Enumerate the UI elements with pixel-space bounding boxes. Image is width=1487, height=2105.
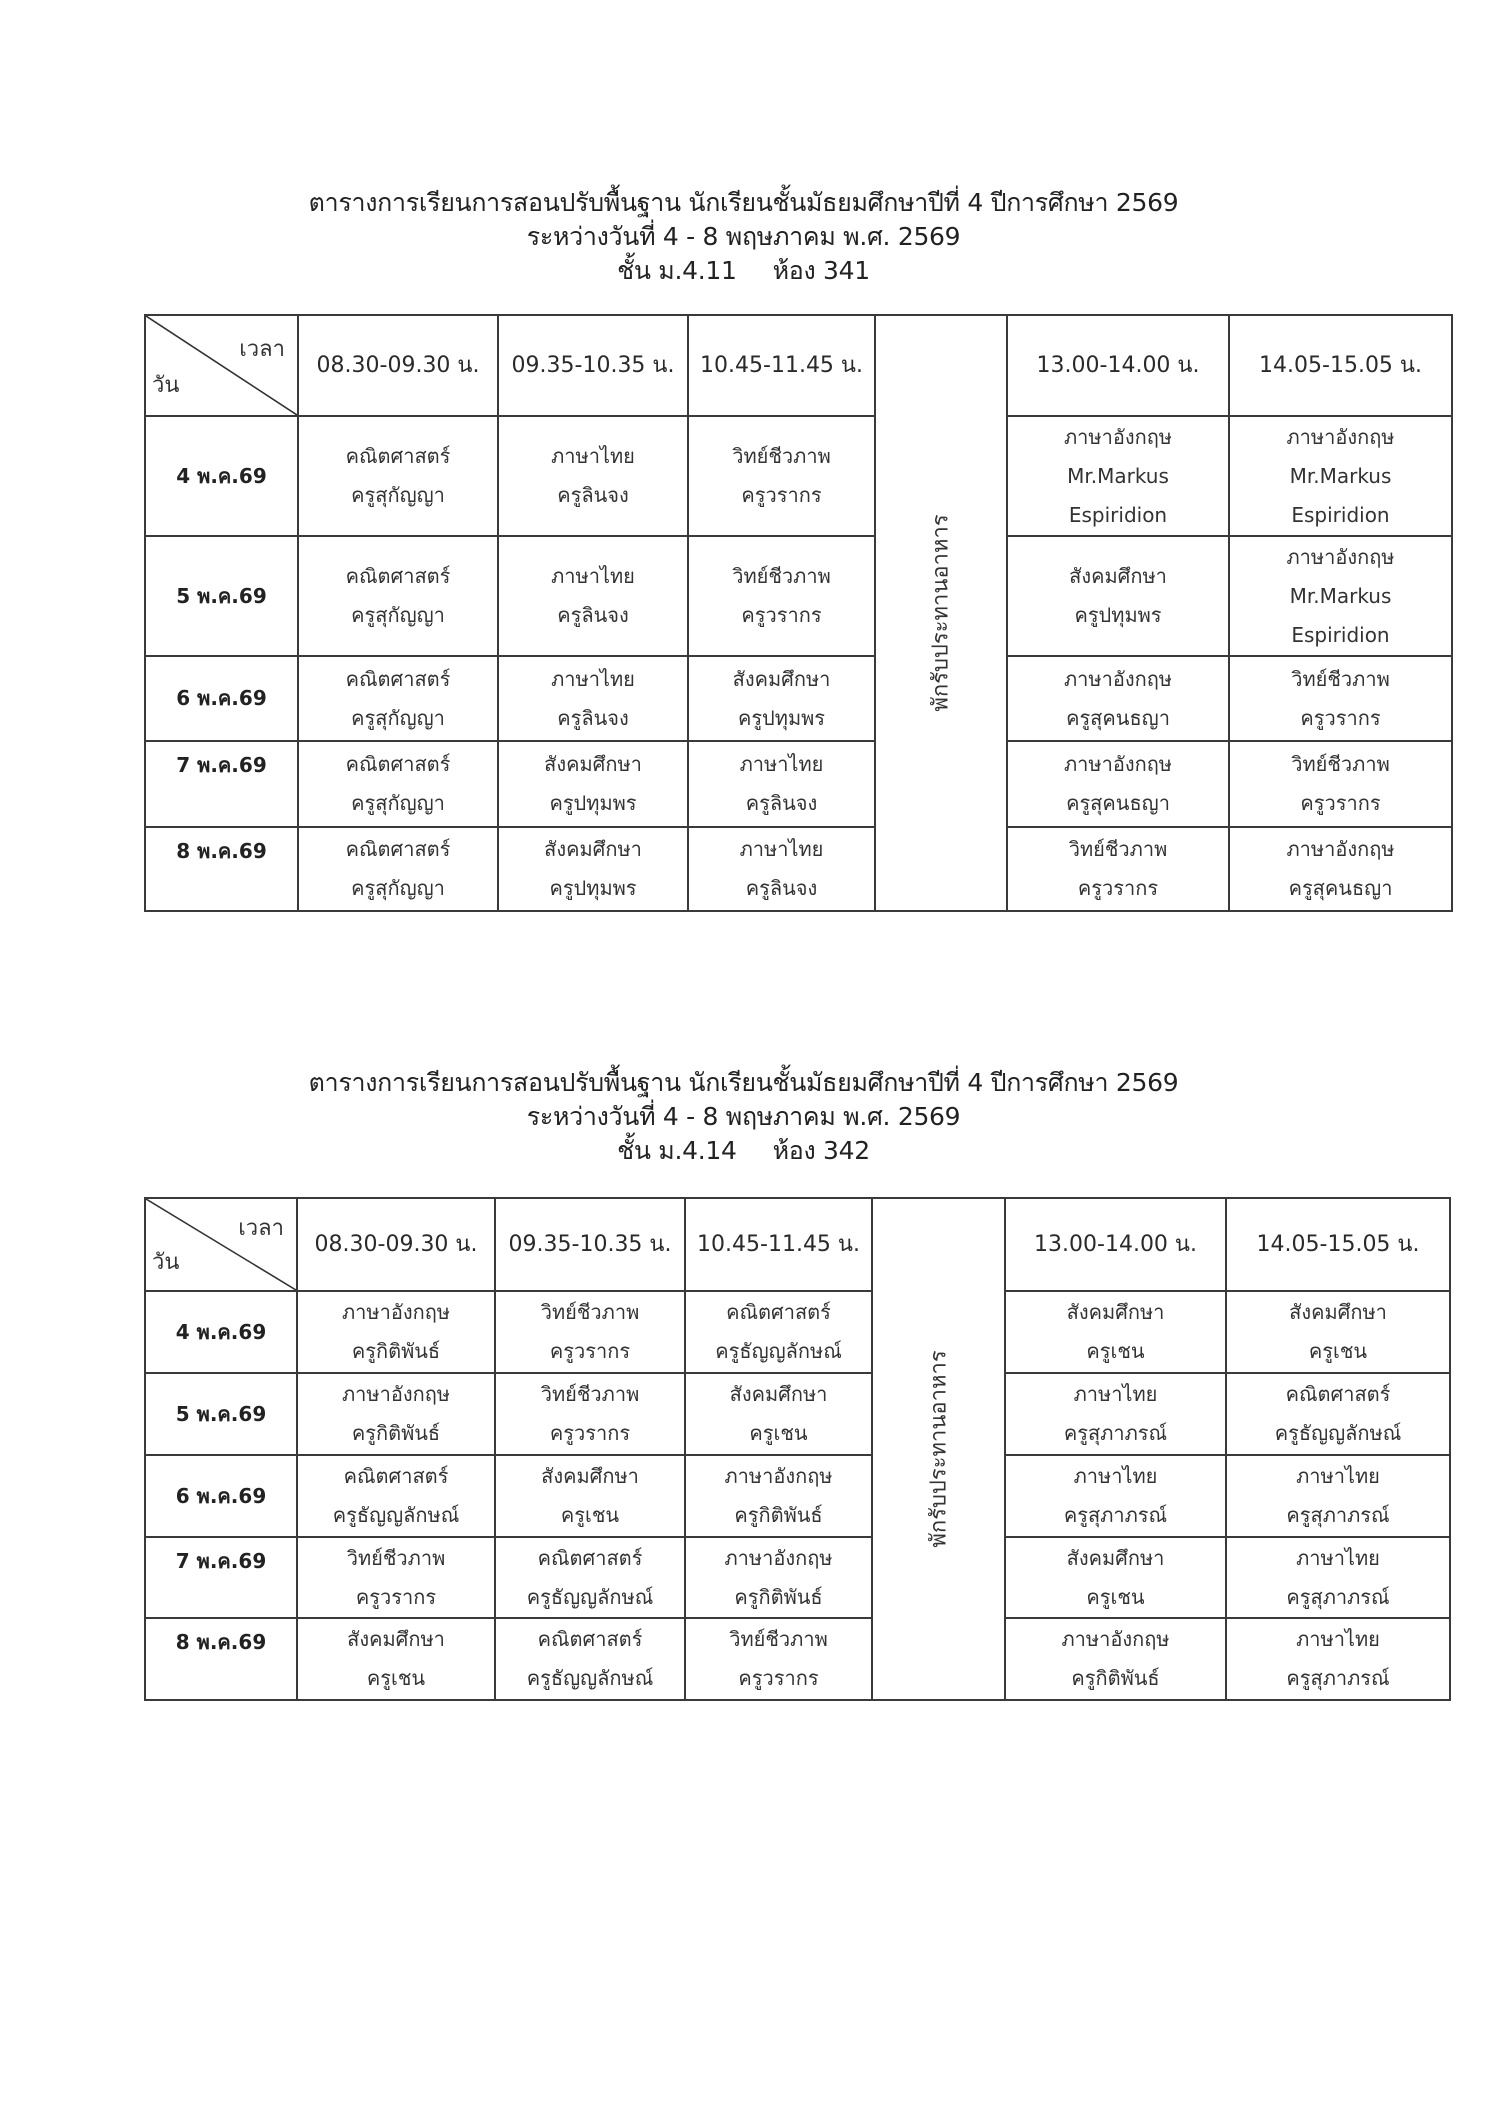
- subject: สังคมศึกษา: [732, 666, 831, 691]
- teacher: ครูปทุมพร: [737, 705, 826, 730]
- class-cell: [685, 1291, 872, 1373]
- class-cell: [1007, 536, 1229, 656]
- class-cell: [1226, 1537, 1450, 1618]
- teacher: ครูสุกัญญา: [351, 483, 445, 507]
- subject: วิทย์ชีวภาพ: [1068, 837, 1168, 861]
- class-cell: [1005, 1537, 1226, 1618]
- time-slot-header: 13.00-14.00 น.: [1005, 1198, 1226, 1291]
- table-row: [145, 1373, 1450, 1455]
- subject: วิทย์ชีวภาพ: [1291, 752, 1390, 776]
- teacher: ครูวรากร: [738, 1666, 819, 1690]
- teacher: ครูสุคนธญา: [1288, 876, 1393, 900]
- schedule-1-heading: [0, 186, 1487, 288]
- class-cell: [495, 1291, 685, 1373]
- day-label: 6 พ.ค.69: [145, 656, 298, 741]
- teacher: ครูสุภาภรณ์: [1286, 1584, 1390, 1609]
- subject: วิทย์ชีวภาพ: [732, 564, 831, 588]
- time-slot-header: 14.05-15.05 น.: [1229, 315, 1452, 416]
- lunch-break-label: พักรับประทานอาหาร: [928, 514, 954, 712]
- subject: ภาษาอังกฤษ: [1286, 837, 1395, 861]
- time-slot-header: 14.05-15.05 น.: [1226, 1198, 1450, 1291]
- teacher: ครูธัญญลักษณ์: [1274, 1421, 1402, 1445]
- subject: วิทย์ชีวภาพ: [540, 1300, 640, 1324]
- subject: ภาษาไทย: [739, 837, 824, 861]
- teacher: Mr.Markus: [1289, 463, 1392, 488]
- class-cell: [685, 1618, 872, 1700]
- teacher: ครูกิติพันธ์: [1071, 1666, 1160, 1690]
- subject: สังคมศึกษา: [544, 752, 642, 776]
- teacher-surname: Espiridion: [1291, 502, 1390, 527]
- class-cell: [498, 827, 688, 911]
- table-row: [145, 827, 1452, 911]
- teacher: ครูเชน: [749, 1421, 808, 1445]
- subject: ภาษาอังกฤษ: [724, 1464, 833, 1488]
- class-cell: [298, 416, 498, 536]
- class-cell: [1226, 1373, 1450, 1455]
- subject: คณิตศาสตร์: [537, 1545, 643, 1570]
- subject: ภาษาไทย: [1296, 1627, 1380, 1651]
- teacher: ครูลินจง: [557, 603, 629, 627]
- time-slot-header: 13.00-14.00 น.: [1007, 315, 1229, 416]
- subject: ภาษาไทย: [551, 444, 635, 468]
- class-cell: [298, 741, 498, 827]
- day-label: 8 พ.ค.69: [145, 1618, 297, 1700]
- class-cell: [297, 1373, 495, 1455]
- subject: คณิตศาสตร์: [345, 564, 451, 588]
- teacher: ครูกิติพันธ์: [351, 1421, 441, 1445]
- subject: ภาษาอังกฤษ: [724, 1545, 833, 1570]
- class-cell: [1005, 1455, 1226, 1537]
- class-cell: [297, 1455, 495, 1537]
- class-cell: [1229, 741, 1452, 827]
- corner-time-label: เวลา: [238, 1216, 284, 1241]
- teacher: ครูลินจง: [745, 791, 818, 815]
- class-cell: [1005, 1618, 1226, 1700]
- class-cell: [1229, 656, 1452, 741]
- header-row: [145, 315, 1452, 416]
- schedule-date-range: ระหว่างวันที่ 4 - 8 พฤษภาคม พ.ศ. 2569: [526, 1102, 961, 1131]
- teacher: ครูสุภาภรณ์: [1063, 1503, 1168, 1527]
- class-cell: [495, 1618, 685, 1700]
- subject: ภาษาไทย: [551, 666, 635, 691]
- subject: ภาษาอังกฤษ: [1286, 424, 1395, 449]
- class-cell: [1226, 1455, 1450, 1537]
- class-cell: [685, 1537, 872, 1618]
- subject: คณิตศาสตร์: [345, 752, 451, 776]
- subject: ภาษาไทย: [1073, 1382, 1158, 1406]
- teacher: ครูสุภาภรณ์: [1063, 1421, 1168, 1445]
- day-label: 4 พ.ค.69: [145, 1291, 297, 1373]
- subject: คณิตศาสตร์: [345, 837, 451, 861]
- subject: สังคมศึกษา: [1066, 1545, 1165, 1570]
- teacher: ครูวรากร: [741, 603, 822, 627]
- schedule-date-range: ระหว่างวันที่ 4 - 8 พฤษภาคม พ.ศ. 2569: [526, 222, 961, 251]
- time-slot-header: 10.45-11.45 น.: [688, 315, 875, 416]
- corner-header-cell: [145, 315, 298, 416]
- subject: ภาษาไทย: [551, 564, 635, 588]
- time-slot-header: 08.30-09.30 น.: [297, 1198, 495, 1291]
- class-cell: [498, 416, 688, 536]
- subject: วิทย์ชีวภาพ: [729, 1627, 828, 1651]
- teacher: ครูวรากร: [1077, 876, 1159, 900]
- subject: สังคมศึกษา: [544, 837, 642, 861]
- table-row: [145, 1618, 1450, 1700]
- day-label: 7 พ.ค.69: [145, 1537, 297, 1618]
- class-cell: [688, 416, 875, 536]
- subject: ภาษาไทย: [1296, 1545, 1380, 1570]
- room-label: ห้อง 342: [772, 1136, 870, 1165]
- subject: สังคมศึกษา: [541, 1464, 639, 1488]
- time-slot-header: 09.35-10.35 น.: [495, 1198, 685, 1291]
- class-cell: [495, 1373, 685, 1455]
- class-cell: [1229, 416, 1452, 536]
- teacher-surname: Espiridion: [1291, 622, 1390, 647]
- class-cell: [685, 1455, 872, 1537]
- time-slot-header: 10.45-11.45 น.: [685, 1198, 872, 1291]
- class-cell: [495, 1537, 685, 1618]
- subject: คณิตศาสตร์: [343, 1464, 449, 1488]
- class-cell: [1005, 1373, 1226, 1455]
- day-label: 5 พ.ค.69: [145, 536, 298, 656]
- class-cell: [1007, 741, 1229, 827]
- teacher: ครูวรากร: [1300, 705, 1381, 730]
- teacher: ครูกิติพันธ์: [734, 1584, 823, 1609]
- corner-day-label: วัน: [152, 1250, 180, 1275]
- teacher: ครูกิติพันธ์: [351, 1339, 441, 1363]
- class-cell: [688, 827, 875, 911]
- teacher: ครูสุคนธญา: [1066, 705, 1170, 730]
- subject: ภาษาอังกฤษ: [1063, 424, 1172, 449]
- teacher: ครูธัญญลักษณ์: [332, 1503, 460, 1527]
- subject: วิทย์ชีวภาพ: [1291, 666, 1390, 691]
- table-row: [145, 536, 1452, 656]
- class-cell: [1226, 1291, 1450, 1373]
- teacher: ครูธัญญลักษณ์: [526, 1584, 654, 1609]
- teacher-surname: Espiridion: [1068, 502, 1168, 527]
- class-cell: [688, 536, 875, 656]
- teacher: ครูลินจง: [557, 705, 629, 730]
- lunch-break-cell: [872, 1198, 1005, 1700]
- teacher: ครูปทุมพร: [549, 876, 637, 900]
- class-cell: [498, 536, 688, 656]
- schedule-title: ตารางการเรียนการสอนปรับพื้นฐาน นักเรียนชั้นมัธยมศึกษาปีที่ 4 ปีการศึกษา 2569: [308, 1068, 1179, 1097]
- teacher: ครูสุคนธญา: [1066, 791, 1170, 815]
- teacher: ครูสุกัญญา: [351, 876, 445, 900]
- class-cell: [685, 1373, 872, 1455]
- schedule-table-2: [144, 1197, 1451, 1701]
- teacher: ครูธัญญลักษณ์: [526, 1666, 654, 1690]
- day-label: 4 พ.ค.69: [145, 416, 298, 536]
- header-row: [145, 1198, 1450, 1291]
- class-label: ชั้น ม.4.14: [617, 1136, 737, 1165]
- table-row: [145, 1537, 1450, 1618]
- day-label: 6 พ.ค.69: [145, 1455, 297, 1537]
- subject: ภาษาอังกฤษ: [1063, 752, 1172, 776]
- class-cell: [1229, 827, 1452, 911]
- subject: ภาษาไทย: [739, 752, 824, 776]
- class-cell: [498, 741, 688, 827]
- subject: วิทย์ชีวภาพ: [540, 1382, 640, 1406]
- subject: ภาษาอังกฤษ: [341, 1300, 450, 1324]
- teacher: ครูลินจง: [557, 483, 629, 507]
- subject: สังคมศึกษา: [1289, 1300, 1387, 1324]
- subject: ภาษาอังกฤษ: [1061, 1627, 1170, 1651]
- teacher: Mr.Markus: [1289, 583, 1392, 608]
- teacher: ครูสุกัญญา: [351, 791, 445, 815]
- class-label: ชั้น ม.4.11: [617, 256, 737, 285]
- class-cell: [297, 1537, 495, 1618]
- subject: คณิตศาสตร์: [537, 1627, 643, 1651]
- subject: ภาษาอังกฤษ: [1063, 666, 1172, 691]
- subject: คณิตศาสตร์: [726, 1300, 831, 1324]
- teacher: ครูสุภาภรณ์: [1286, 1503, 1390, 1527]
- class-cell: [298, 827, 498, 911]
- table-row: [145, 656, 1452, 741]
- teacher: ครูปทุมพร: [549, 791, 637, 815]
- day-label: 5 พ.ค.69: [145, 1373, 297, 1455]
- teacher: ครูเชน: [1086, 1339, 1145, 1363]
- subject: คณิตศาสตร์: [1285, 1382, 1391, 1406]
- teacher: ครูสุกัญญา: [351, 705, 445, 730]
- subject: สังคมศึกษา: [1069, 564, 1167, 588]
- corner-header-cell: [145, 1198, 297, 1291]
- class-cell: [1007, 656, 1229, 741]
- teacher: ครูกิติพันธ์: [734, 1503, 823, 1527]
- schedule-table-1: [144, 314, 1453, 912]
- subject: วิทย์ชีวภาพ: [346, 1545, 446, 1570]
- subject: ภาษาไทย: [1073, 1464, 1158, 1488]
- teacher: ครูวรากร: [355, 1584, 437, 1609]
- teacher: ครูวรากร: [549, 1339, 631, 1363]
- class-cell: [1007, 827, 1229, 911]
- time-slot-header: 09.35-10.35 น.: [498, 315, 688, 416]
- time-slot-header: 08.30-09.30 น.: [298, 315, 498, 416]
- schedule-class-room: [0, 254, 1487, 288]
- teacher: ครูวรากร: [741, 483, 822, 507]
- subject: วิทย์ชีวภาพ: [732, 444, 831, 468]
- subject: ภาษาอังกฤษ: [1286, 544, 1395, 569]
- subject: คณิตศาสตร์: [345, 444, 451, 468]
- class-cell: [1007, 416, 1229, 536]
- corner-day-label: วัน: [152, 373, 180, 398]
- class-cell: [1229, 536, 1452, 656]
- corner-time-label: เวลา: [239, 337, 285, 362]
- subject: ภาษาไทย: [1296, 1464, 1380, 1488]
- teacher: ครูปทุมพร: [1074, 603, 1162, 627]
- schedule-2-heading: [0, 1066, 1487, 1168]
- table-row: [145, 1291, 1450, 1373]
- class-cell: [297, 1618, 495, 1700]
- table-row: [145, 741, 1452, 827]
- teacher: ครูลินจง: [745, 876, 818, 900]
- class-cell: [688, 741, 875, 827]
- teacher: ครูสุกัญญา: [351, 603, 445, 627]
- class-cell: [298, 656, 498, 741]
- subject: สังคมศึกษา: [1066, 1300, 1165, 1324]
- teacher: Mr.Markus: [1067, 463, 1169, 488]
- teacher: ครูธัญญลักษณ์: [715, 1339, 842, 1363]
- teacher: ครูวรากร: [1300, 791, 1381, 815]
- subject: ภาษาอังกฤษ: [341, 1382, 450, 1406]
- subject: สังคมศึกษา: [347, 1627, 445, 1651]
- teacher: ครูเชน: [1086, 1584, 1145, 1609]
- schedule-title: ตารางการเรียนการสอนปรับพื้นฐาน นักเรียนชั้นมัธยมศึกษาปีที่ 4 ปีการศึกษา 2569: [308, 188, 1179, 217]
- lunch-break-cell: [875, 315, 1007, 911]
- teacher: ครูสุภาภรณ์: [1286, 1666, 1390, 1690]
- table-row: [145, 1455, 1450, 1537]
- subject: คณิตศาสตร์: [345, 666, 451, 691]
- teacher: ครูเชน: [366, 1666, 426, 1690]
- teacher: ครูเชน: [1308, 1339, 1368, 1363]
- day-label: 8 พ.ค.69: [145, 827, 298, 911]
- teacher: ครูวรากร: [549, 1421, 631, 1445]
- class-cell: [1005, 1291, 1226, 1373]
- room-label: ห้อง 341: [772, 256, 870, 285]
- lunch-break-label: พักรับประทานอาหาร: [926, 1350, 951, 1548]
- class-cell: [498, 656, 688, 741]
- table-row: [145, 416, 1452, 536]
- class-cell: [688, 656, 875, 741]
- day-label: 7 พ.ค.69: [145, 741, 298, 827]
- class-cell: [298, 536, 498, 656]
- schedule-class-room: [0, 1134, 1487, 1168]
- class-cell: [1226, 1618, 1450, 1700]
- teacher: ครูเชน: [560, 1503, 620, 1527]
- class-cell: [495, 1455, 685, 1537]
- class-cell: [297, 1291, 495, 1373]
- subject: สังคมศึกษา: [729, 1382, 828, 1406]
